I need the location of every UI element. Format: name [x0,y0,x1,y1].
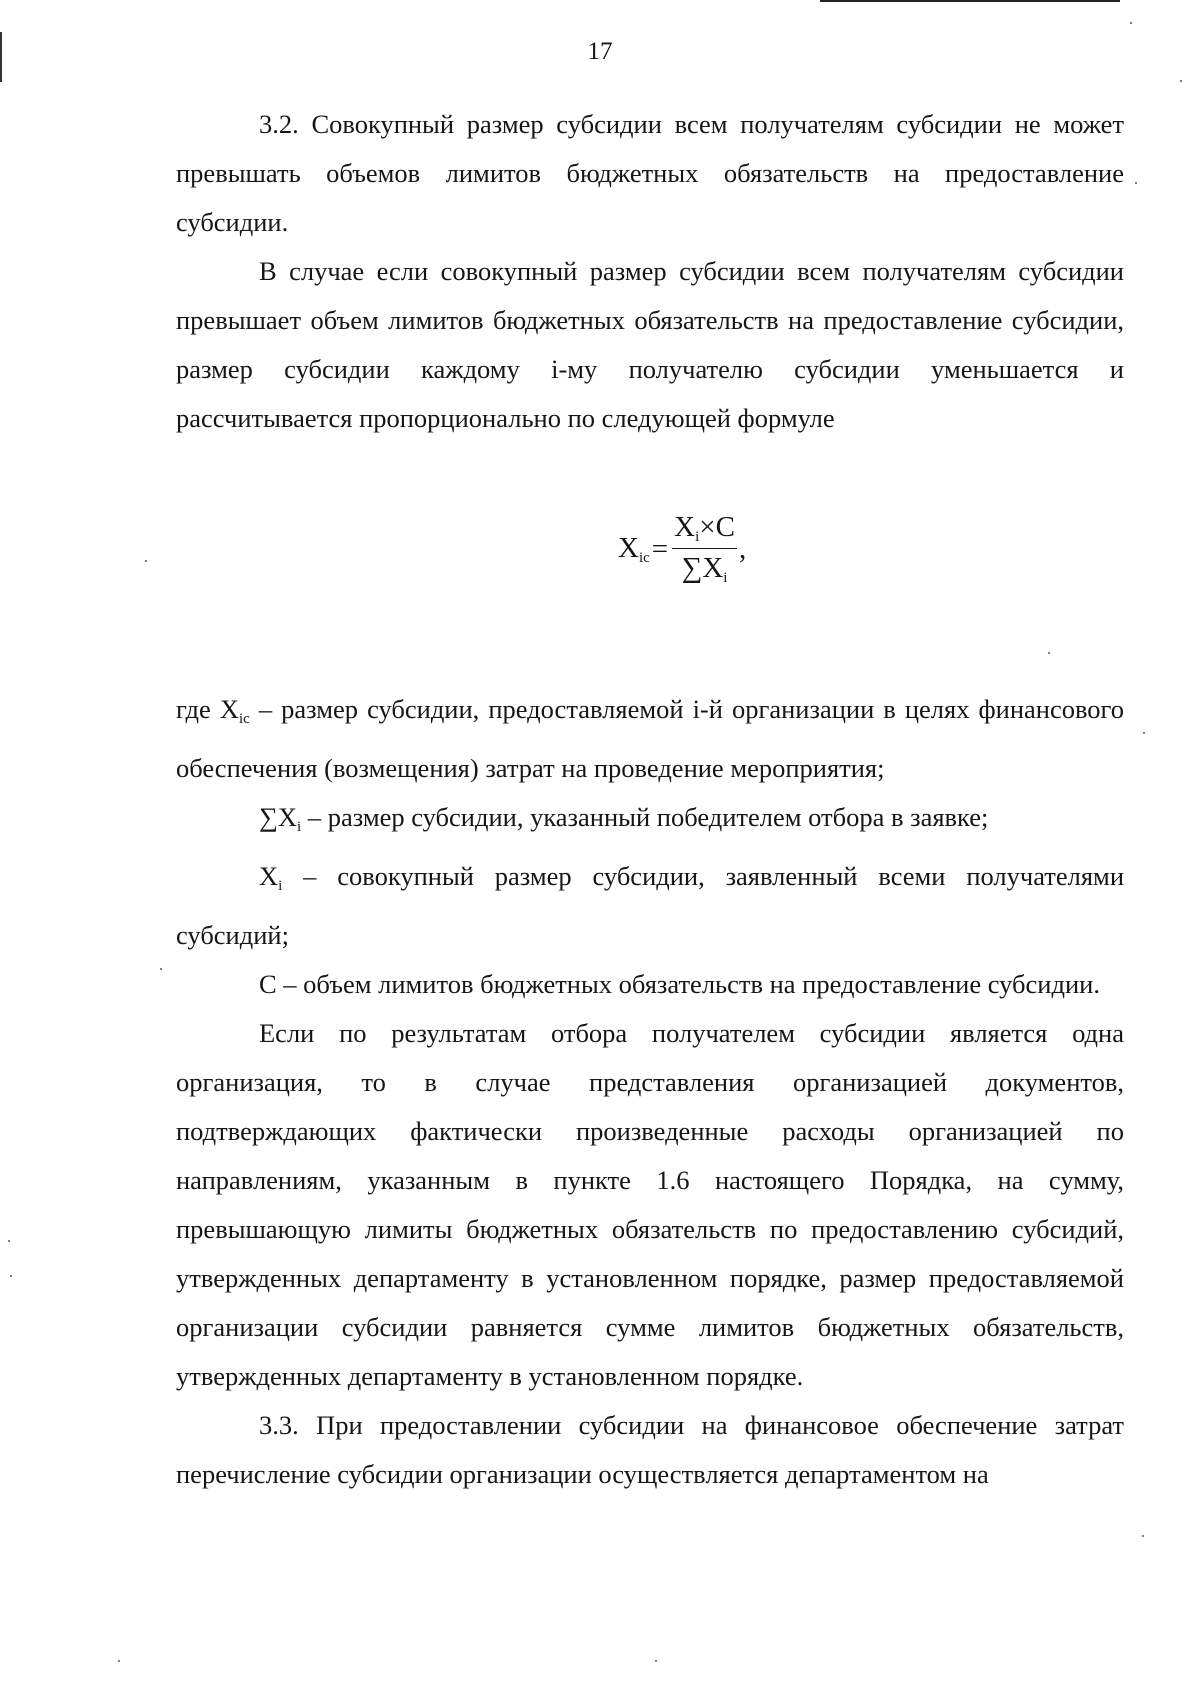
symbol-sum-xi: $\sum X_i$ [259,802,302,835]
paragraph-3-2: 3.2. Совокупный размер субсидии всем получателям субсидии не может превышать объемов лимитов бюджетных обязательств на предоставление субсидии. [176,109,1124,237]
formula-block [176,443,1124,685]
definition-xic: где $X_{ic}$ – размер субсидии, предоставляемой i-й организации в целях финансового обеспечения (возмещения) затрат на проведение мероприятия; [176,694,1125,783]
paragraph-proportional-case: В случае если совокупный размер субсидии всем получателям субсидии превышает объем лимитов бюджетных обязательств на предоставление субсидии, размер субсидии каждому i-му получателю субсидии уменьшается и рассчитывается пропорционально по следующей формуле [176,256,1124,433]
scan-speck [1135,182,1137,184]
scan-speck [1142,1535,1144,1537]
scan-speck [1143,732,1145,734]
top-edge-rule [820,0,1120,2]
scan-speck [118,1660,120,1662]
formula-equals: = [651,533,669,565]
definition-xi: $X_i$ – совокупный размер субсидии, заявленный всеми получателями субсидий; [176,861,1124,950]
scan-speck [160,968,162,970]
definition-c: C – объем лимитов бюджетных обязательств на предоставление субсидии. [259,969,1100,999]
document-body [176,100,1124,1499]
formula-trailing-comma: , [738,533,747,565]
scan-speck [1130,22,1132,24]
symbol-xi: $X_i$ [259,861,283,894]
scan-speck [8,1240,10,1242]
formula-lhs: $X_{ic}$ [618,531,650,566]
symbol-xic: $X_{ic}$ [219,694,250,727]
scan-speck [10,1275,12,1277]
formula-numerator: $X_i\times C$ [672,513,737,549]
scan-speck [1180,80,1182,82]
paragraph-3-3: 3.3. При предоставлении субсидии на финансовое обеспечение затрат перечисление субсидии организации осуществляется департаментом на [176,1410,1124,1489]
definition-sum-xi: $\sum X_i$ – размер субсидии, указанный победителем отбора в заявке; [259,802,989,835]
formula-fraction [672,513,737,586]
scan-speck [145,560,147,562]
formula-denominator: $\sum X_i$ [681,552,728,586]
paragraph-single-recipient: Если по результатам отбора получателем субсидии является одна организация, то в случае представления организацией документов, подтверждающих фактически произведенные расходы организацией по направлениям, указанным в пункте 1.6 настоящего Порядка, на сумму, превышающую лимиты бюджетных обязательств по предоставлению субсидий, утвержденных департаменту в установленном порядке, размер предоставляемой организации субсидии равняется сумме лимитов бюджетных обязательств, утвержденных департаменту в установленном порядке. [176,1018,1124,1391]
subsidy-formula [618,513,746,586]
scan-speck [1048,652,1050,654]
scan-speck [655,1660,657,1662]
page-number: 17 [587,38,613,65]
